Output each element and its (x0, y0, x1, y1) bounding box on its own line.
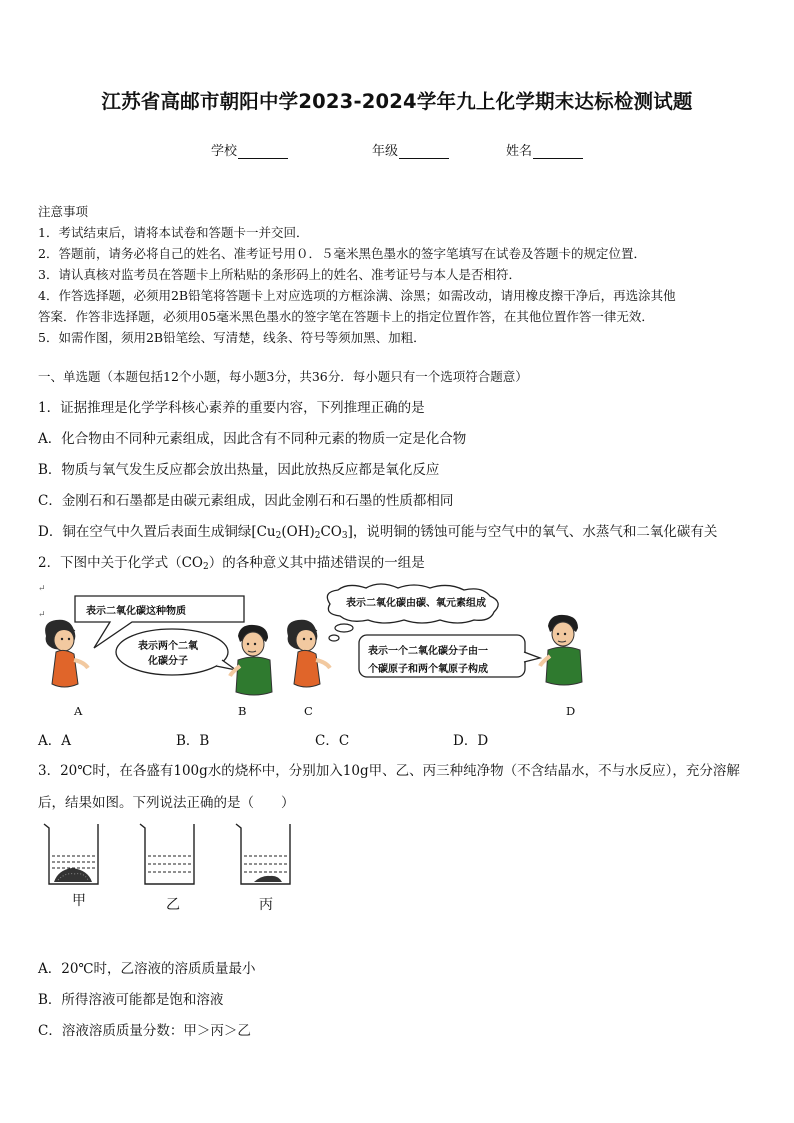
school-blank (238, 145, 288, 159)
grade-label: 年级 (372, 144, 399, 159)
q2-option-b: B．B (176, 733, 210, 749)
bubble-a-text: 表示二氧化碳这种物质 (86, 606, 186, 617)
q3-stem-line-2: 后，结果如图。下列说法正确的是（ ） (38, 795, 295, 811)
note-item: 4．作答选择题，必须用2B铅笔将答题卡上对应选项的方框涂满、涂黑；如需改动，请用橡皮擦干净后，再选涂其他 (38, 288, 676, 303)
boy-figure-b (228, 622, 278, 702)
grade-field (372, 140, 449, 159)
bubble-d-text-2: 个碳原子和两个氧原子构成 (368, 664, 488, 675)
q2-option-a: A．A (38, 733, 71, 749)
beaker-jia (44, 824, 98, 884)
figure-label-c: C (304, 704, 313, 718)
q1-option-b: B．物质与氧气发生反应都会放出热量，因此放热反应都是氧化反应 (38, 462, 440, 478)
q3-option-b: B．所得溶液可能都是饱和溶液 (38, 992, 224, 1008)
note-item: 1．考试结束后，请将本试卷和答题卡一并交回． (38, 225, 309, 240)
beaker-label-jia: 甲 (72, 893, 86, 909)
q2-option-d: D．D (453, 733, 489, 749)
section-heading: 一、单选题（本题包括12个小题，每小题3分，共36分．每小题只有一个选项符合题意） (38, 369, 528, 384)
name-label: 姓名 (506, 144, 533, 159)
note-item: 答案．作答非选择题，必须用05毫米黑色墨水的签字笔在答题卡上的指定位置作答，在其他位置作答一律无效． (38, 309, 654, 324)
bubble-d-text-1: 表示一个二氧化碳分子由一 (368, 646, 488, 657)
bubble-b-text-1: 表示两个二氧 (138, 641, 198, 652)
beaker-bing (236, 824, 290, 884)
notes-heading: 注意事项 (38, 204, 89, 219)
girl-figure-a (40, 618, 90, 698)
paragraph-mark: ↵ (38, 610, 46, 620)
girl-figure-c (282, 618, 332, 698)
q2-illustration (36, 582, 596, 722)
bubble-b-text-2: 化碳分子 (148, 656, 188, 667)
q1-option-d: D．铜在空气中久置后表面生成铜绿$[Cu_2(OH)_2CO_3]$，说明铜的锈蚀可能与空气中的氧气、水蒸气和二氧化碳有关 (38, 524, 718, 541)
q2-option-c: C．C (315, 733, 350, 749)
note-item: 3．请认真核对监考员在答题卡上所粘贴的条形码上的姓名、准考证号与本人是否相符． (38, 267, 521, 282)
page-title: 江苏省高邮市朝阳中学2023-2024学年九上化学期末达标检测试题 (101, 90, 693, 113)
beaker-label-bing: 丙 (259, 897, 273, 913)
q2-stem: 2．下图中关于化学式$(CO_2)$的各种意义其中描述错误的一组是 (38, 555, 425, 572)
q3-option-c: C．溶液溶质质量分数：甲＞丙＞乙 (38, 1023, 251, 1039)
q1-option-c: C．金刚石和石墨都是由碳元素组成，因此金刚石和石墨的性质都相同 (38, 493, 454, 509)
figure-label-b: B (238, 704, 247, 718)
grade-blank (399, 145, 449, 159)
note-item: 5．如需作图，须用2B铅笔绘、写清楚，线条、符号等须加黑、加粗． (38, 330, 426, 345)
note-item: 2．答题前，请务必将自己的姓名、准考证号用０．５毫米黑色墨水的签字笔填写在试卷及答题卡的规定位置． (38, 246, 646, 261)
q3-stem-line-1: 3．20℃时，在各盛有100g水的烧杯中，分别加入10g甲、乙、丙三种纯净物（不含结晶水，不与水反应），充分溶解 (38, 763, 740, 779)
school-field (211, 140, 288, 159)
beaker-label-yi: 乙 (166, 897, 180, 913)
name-blank (533, 145, 583, 159)
bubble-c-text: 表示二氧化碳由碳、氧元素组成 (346, 598, 486, 609)
q1-option-a: A．化合物由不同种元素组成，因此含有不同种元素的物质一定是化合物 (38, 431, 467, 447)
q3-option-a: A．20℃时，乙溶液的溶质质量最小 (38, 961, 256, 977)
figure-label-d: D (566, 704, 576, 718)
beakers-illustration (40, 820, 310, 890)
boy-figure-d (538, 612, 588, 692)
school-label: 学校 (211, 144, 238, 159)
name-field (506, 140, 583, 159)
beaker-yi (140, 824, 194, 884)
figure-label-a: A (74, 704, 83, 718)
q1-stem: 1．证据推理是化学学科核心素养的重要内容，下列推理正确的是 (38, 400, 425, 416)
paragraph-mark: ↵ (38, 584, 46, 594)
